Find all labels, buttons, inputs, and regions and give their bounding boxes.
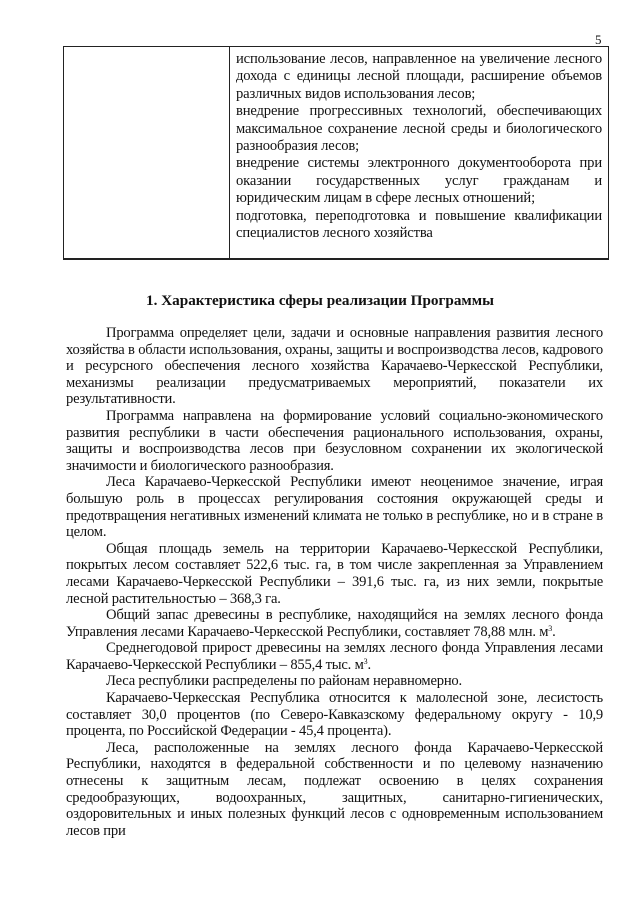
table-item: внедрение прогрессивных технологий, обеспечивающих максимальное сохранение лесной среды и биологического разнообразия лесов; xyxy=(236,103,602,155)
paragraph: Общая площадь земель на территории Карачаево-Черкесской Республики, покрытых лесом составляет 522,6 тыс. га, в том числе закрепленная за Управлением лесами Карачаево-Черкесской Республики – 391,6 тыс. га, из них земли, покрытые лесной растительностью – 368,3 га. xyxy=(66,540,603,607)
section-body xyxy=(66,325,603,839)
table-cell-left xyxy=(64,47,230,258)
paragraph: Леса республики распределены по районам неравномерно. xyxy=(106,673,462,690)
paragraph: Программа направлена на формирование условий социально-экономического развития республики в части обеспечения рационального использования, охраны, защиты и воспроизводства лесов при безусловном сохранении их экологической значимости и биологического разнообразия. xyxy=(66,407,603,474)
table-item: подготовка, переподготовка и повышение квалификации специалистов лесного хозяйства xyxy=(236,207,602,242)
page-number: 5 xyxy=(595,32,602,47)
paragraph-tail: . xyxy=(552,623,556,640)
paragraph-text: Общий запас древесины в республике, находящийся на землях лесного фонда Управления лесами Карачаево-Черкесской Республики, составляет 78,88 млн. м xyxy=(66,607,603,640)
table-item: внедрение системы электронного документооборота при оказании государственных услуг гражданам и юридическим лицам в сфере лесных отношений; xyxy=(236,155,602,207)
paragraph: Карачаево-Черкесская Республика относится к малолесной зоне, лесистость составляет 30,0 процентов (по Северо-Кавказскому федеральному округу - 10,9 процента, по Российской Федерации - 45,4 процента). xyxy=(66,690,603,740)
superscript: 3 xyxy=(363,656,368,666)
paragraph-wood-growth xyxy=(66,640,603,673)
paragraph: Леса Карачаево-Черкесской Республики имеют неоценимое значение, играя большую роль в процессах регулирования состояния окружающей среды и предотвращения негативных изменений климата не только в республике, но и в стране в целом. xyxy=(66,474,603,541)
paragraph-wood-stock xyxy=(66,607,603,640)
continued-table xyxy=(63,46,609,260)
paragraph: Леса, расположенные на землях лесного фонда Карачаево-Черкесской Республики, находятся в федеральной собственности и по целевому назначению отнесены к защитным лесам, подлежат освоению в целях сохранения средообразующих, водоохранных, защитных, санитарно-гигиенических, оздоровительных и иных полезных функций лесов с одновременным использованием лесов при xyxy=(66,739,603,839)
paragraph-tail: . xyxy=(367,656,371,673)
paragraph-text: Среднегодовой прирост древесины на землях лесного фонда Управления лесами Карачаево-Черкесской Республики – 855,4 тыс. м xyxy=(66,640,603,673)
table-item: использование лесов, направленное на увеличение лесного дохода с единицы лесной площади, расширение объемов различных видов использования лесов; xyxy=(236,51,602,102)
section-heading: 1. Характеристика сферы реализации Программы xyxy=(146,292,494,309)
table-cell-right xyxy=(230,47,608,258)
paragraph: Программа определяет цели, задачи и основные направления развития лесного хозяйства в области использования, охраны, защиты и воспроизводства лесов, кадрового и ресурсного обеспечения лесного хозяйства Карачаево-Черкесской Республики, механизмы реализации предусматриваемых мероприятий, показатели их результативности. xyxy=(66,325,603,408)
superscript: 3 xyxy=(548,623,553,633)
